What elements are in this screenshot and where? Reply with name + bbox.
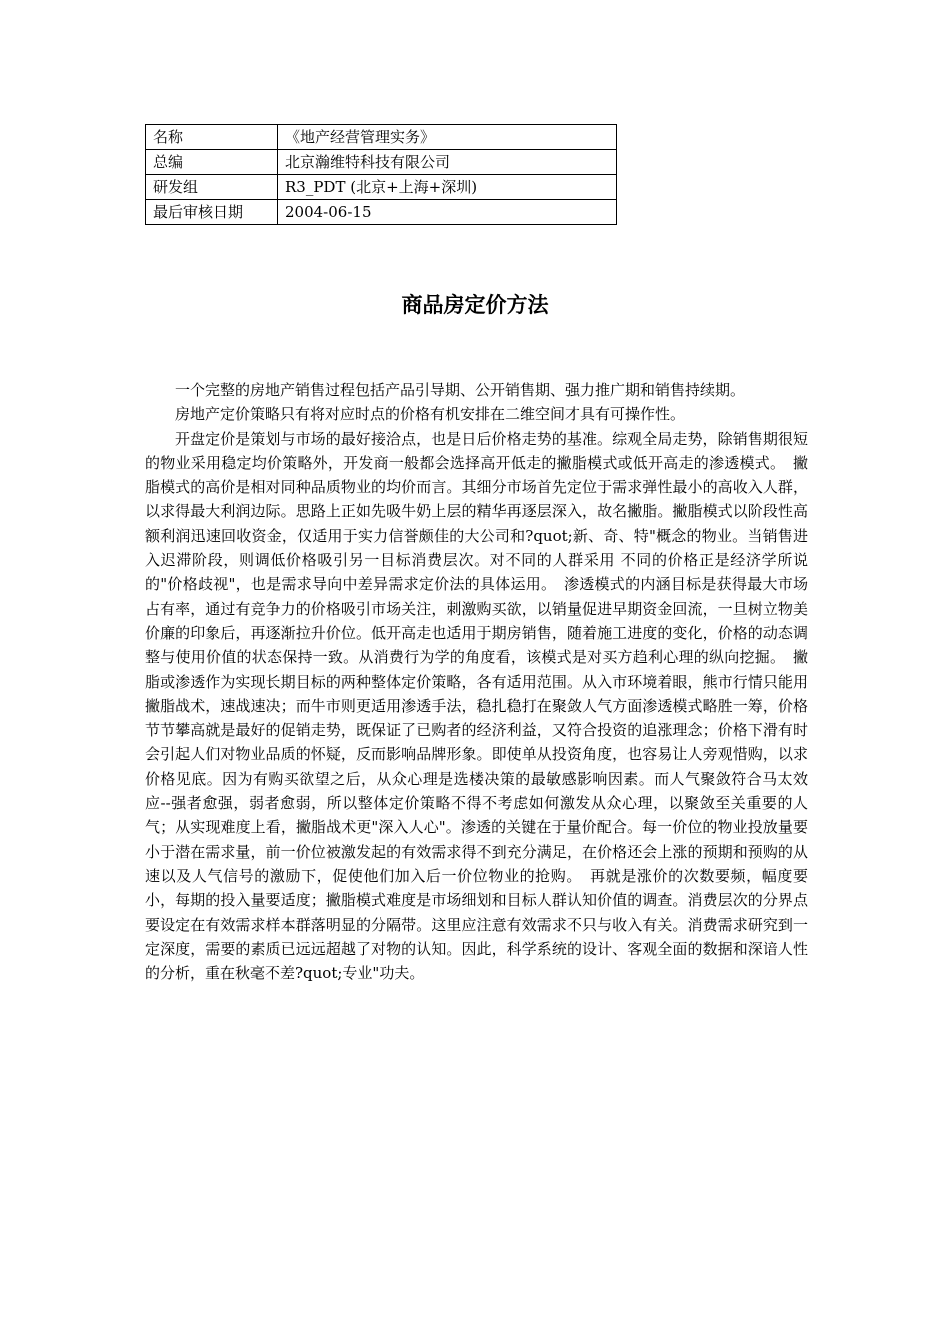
info-label: 名称	[146, 125, 278, 150]
info-row-editor	[146, 150, 617, 175]
document-body	[145, 378, 808, 985]
paragraph: 开盘定价是策划与市场的最好接洽点，也是日后价格走势的基准。综观全局走势，除销售期很短的物业采用稳定均价策略外，开发商一般都会选择高开低走的撇脂模式或低开高走的渗透模式。 撇脂模式的高价是相对同种品质物业的均价而言。其细分市场首先定位于需求弹性最小的高收入人群，以求得最大利润边际。思路上正如先吸牛奶上层的精华再逐层深入，故名撇脂。撇脂模式以阶段性高额利润迅速回收资金，仅适用于实力信誉颇佳的大公司和?quot;新、奇、特"概念的物业。当销售进入迟滞阶段，则调低价格吸引另一目标消费层次。对不同的人群采用 不同的价格正是经济学所说的"价格歧视"，也是需求导向中差异需求定价法的具体运用。 渗透模式的内涵目标是获得最大市场占有率，通过有竞争力的价格吸引市场关注，刺激购买欲，以销量促进早期资金回流，一旦树立物美价廉的印象后，再逐渐拉升价位。低开高走也适用于期房销售，随着施工进度的变化，价格的动态调整与使用价值的状态保持一致。从消费行为学的角度看，该模式是对买方趋利心理的纵向挖掘。 撇脂或渗透作为实现长期目标的两种整体定价策略，各有适用范围。从入市环境着眼，熊市行情只能用撇脂战术，速战速决；而牛市则更适用渗透手法，稳扎稳打在聚敛人气方面渗透模式略胜一筹，价格节节攀高就是最好的促销走势，既保证了已购者的经济利益，又符合投资的追涨理念；价格下滑有时会引起人们对物业品质的怀疑，反而影响品牌形象。即使单从投资角度，也容易让人旁观惜购，以求价格见底。因为有购买欲望之后，从众心理是选楼决策的最敏感影响因素。而人气聚敛符合马太效应--强者愈强，弱者愈弱，所以整体定价策略不得不考虑如何激发从众心理，以聚敛至关重要的人气；从实现难度上看，撇脂战术更"深入人心"。渗透的关键在于量价配合。每一价位的物业投放量要小于潜在需求量，前一价位被激发起的有效需求得不到充分满足，在价格还会上涨的预期和预购的从速以及人气信号的激励下，促使他们加入后一价位物业的抢购。 再就是涨价的次数要频，幅度要小，每期的投入量要适度；撇脂模式难度是市场细划和目标人群认知价值的调查。消费层次的分界点要设定在有效需求样本群落明显的分隔带。这里应注意有效需求不只与收入有关。消费需求研究到一定深度，需要的素质已远远超越了对物的认知。因此，科学系统的设计、客观全面的数据和深谙人性的分析，重在秋毫不差?quot;专业"功夫。	[145, 429, 808, 983]
info-row-team	[146, 175, 617, 200]
info-value: 2004-06-15	[278, 200, 617, 225]
info-row-name	[146, 125, 617, 150]
document-title: 商品房定价方法	[401, 292, 549, 317]
paragraph: 一个完整的房地产销售过程包括产品引导期、公开销售期、强力推广期和销售持续期。	[175, 381, 746, 399]
paragraph: 房地产定价策略只有将对应时点的价格有机安排在二维空间才具有可操作性。	[175, 405, 686, 424]
info-value: 《地产经营管理实务》	[278, 125, 617, 150]
document-info-table	[145, 124, 617, 225]
info-label: 研发组	[146, 175, 278, 200]
info-value: R3_PDT (北京+上海+深圳)	[278, 175, 617, 200]
info-label: 总编	[146, 150, 278, 175]
info-value: 北京瀚维特科技有限公司	[278, 150, 617, 175]
info-label: 最后审核日期	[146, 200, 278, 225]
info-row-review-date	[146, 200, 617, 225]
